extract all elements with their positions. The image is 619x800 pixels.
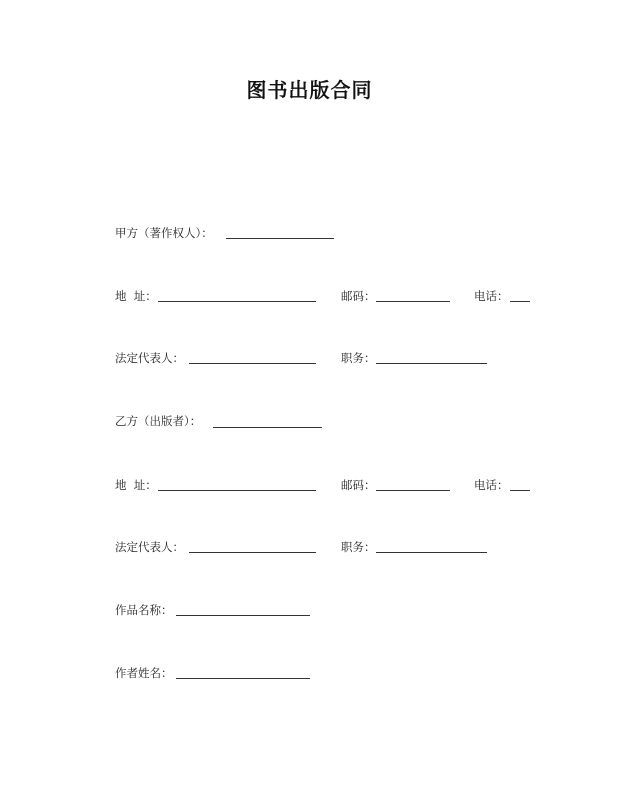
party-a-position-label: 职务： <box>341 351 376 365</box>
party-b-address-field[interactable] <box>158 490 316 491</box>
party-b-legal-rep-label: 法定代表人： <box>115 540 184 554</box>
author-name-field[interactable] <box>176 678 310 679</box>
party-a-legal-rep-label: 法定代表人： <box>115 351 184 365</box>
party-b-position-field[interactable] <box>376 552 487 553</box>
party-a-position-field[interactable] <box>376 363 487 364</box>
party-b-position-label: 职务： <box>341 540 376 554</box>
document-title: 图书出版合同 <box>246 78 373 102</box>
party-a-postcode-label: 邮码： <box>341 289 376 303</box>
party-a-address-label: 地 址： <box>115 289 157 303</box>
party-b-label: 乙方（出版者）： <box>115 414 202 428</box>
party-b-phone-label: 电话： <box>474 478 509 492</box>
party-b-postcode-label: 邮码： <box>341 478 376 492</box>
party-b-legal-rep-field[interactable] <box>189 552 316 553</box>
work-name-field[interactable] <box>176 615 310 616</box>
party-b-phone-field[interactable] <box>510 490 530 491</box>
party-a-phone-field[interactable] <box>510 301 530 302</box>
party-b-postcode-field[interactable] <box>376 490 450 491</box>
author-name-label: 作者姓名： <box>115 666 173 680</box>
party-a-legal-rep-field[interactable] <box>189 363 316 364</box>
party-a-label: 甲方（著作权人）： <box>115 226 213 240</box>
party-a-phone-label: 电话： <box>474 289 509 303</box>
party-a-postcode-field[interactable] <box>376 301 450 302</box>
party-a-field[interactable] <box>226 238 334 239</box>
party-b-address-label: 地 址： <box>115 478 157 492</box>
party-b-field[interactable] <box>213 427 322 428</box>
party-a-address-field[interactable] <box>158 301 316 302</box>
work-name-label: 作品名称： <box>115 603 173 617</box>
